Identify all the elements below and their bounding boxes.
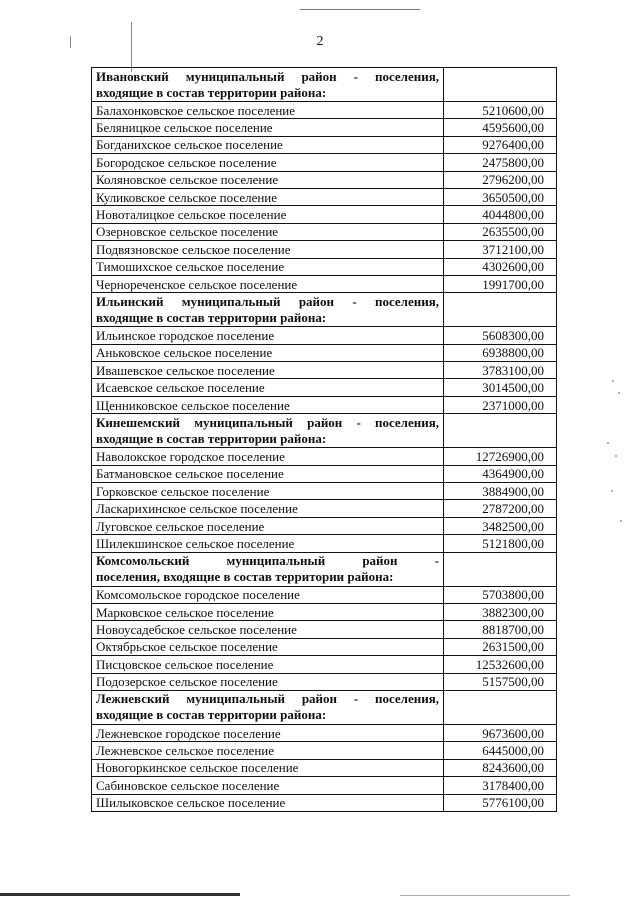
settlement-name: Беляницкое сельское поселение bbox=[92, 119, 444, 136]
settlement-amount: 6445000,00 bbox=[444, 742, 557, 759]
settlement-name: Ласкарихинское сельское поселение bbox=[92, 500, 444, 517]
settlement-name: Щенниковское сельское поселение bbox=[92, 396, 444, 413]
scan-speckle bbox=[618, 392, 620, 394]
table-row bbox=[92, 154, 557, 171]
settlement-name: Подозерское сельское поселение bbox=[92, 673, 444, 690]
section-header bbox=[92, 293, 444, 327]
settlement-name: Октябрьское сельское поселение bbox=[92, 638, 444, 655]
settlement-amount: 5703800,00 bbox=[444, 586, 557, 603]
table-row bbox=[92, 206, 557, 223]
settlement-amount: 3178400,00 bbox=[444, 777, 557, 794]
section-header-line2: входящие в состав территории района: bbox=[96, 430, 327, 446]
settlement-amount: 2787200,00 bbox=[444, 500, 557, 517]
table-row bbox=[92, 327, 557, 344]
page-number: 2 bbox=[316, 34, 324, 49]
table-row bbox=[92, 638, 557, 655]
settlement-name: Писцовское сельское поселение bbox=[92, 656, 444, 673]
settlement-name: Луговское сельское поселение bbox=[92, 517, 444, 534]
section-header-line1: Комсомольский муниципальный район - bbox=[96, 553, 439, 569]
scan-speckle bbox=[620, 520, 622, 522]
settlement-amount: 2631500,00 bbox=[444, 638, 557, 655]
settlement-amount: 3014500,00 bbox=[444, 379, 557, 396]
settlement-amount: 4302600,00 bbox=[444, 258, 557, 275]
settlement-name: Наволокское городское поселение bbox=[92, 448, 444, 465]
settlement-name: Ильинское городское поселение bbox=[92, 327, 444, 344]
settlement-name: Горковское сельское поселение bbox=[92, 483, 444, 500]
settlement-amount: 5121800,00 bbox=[444, 535, 557, 552]
table-row bbox=[92, 500, 557, 517]
settlement-amount: 8243600,00 bbox=[444, 759, 557, 776]
settlement-amount: 2371000,00 bbox=[444, 396, 557, 413]
table-row bbox=[92, 223, 557, 240]
settlement-name: Шилыковское сельское поселение bbox=[92, 794, 444, 811]
section-header-line1: Ивановский муниципальный район - поселения, bbox=[96, 68, 439, 84]
settlement-amount: 9673600,00 bbox=[444, 724, 557, 741]
section-header-row bbox=[92, 414, 557, 448]
table-row bbox=[92, 241, 557, 258]
settlement-name: Новогоркинское сельское поселение bbox=[92, 759, 444, 776]
table-row bbox=[92, 483, 557, 500]
section-header-row bbox=[92, 690, 557, 724]
section-header-row bbox=[92, 552, 557, 586]
section-header-empty-cell bbox=[444, 690, 557, 724]
table-row bbox=[92, 258, 557, 275]
settlement-name: Аньковское сельское поселение bbox=[92, 344, 444, 361]
settlement-amount: 3884900,00 bbox=[444, 483, 557, 500]
settlement-name: Ивашевское сельское поселение bbox=[92, 362, 444, 379]
settlement-name: Комсомольское городское поселение bbox=[92, 586, 444, 603]
table-row bbox=[92, 724, 557, 741]
section-header-empty-cell bbox=[444, 414, 557, 448]
settlement-amount: 3712100,00 bbox=[444, 241, 557, 258]
settlement-amount: 8818700,00 bbox=[444, 621, 557, 638]
settlement-amount: 3650500,00 bbox=[444, 188, 557, 205]
scan-speckle bbox=[611, 490, 613, 492]
settlement-name: Новоталицкое сельское поселение bbox=[92, 206, 444, 223]
section-header-empty-cell bbox=[444, 552, 557, 586]
settlement-amount: 5210600,00 bbox=[444, 102, 557, 119]
scan-speckle bbox=[607, 442, 609, 444]
scan-artifact-line bbox=[400, 895, 570, 896]
section-header-row bbox=[92, 68, 557, 102]
section-header-line2: поселения, входящие в состав территории района: bbox=[96, 569, 394, 585]
settlements-table bbox=[91, 67, 557, 812]
section-header-line1: Кинешемский муниципальный район - поселения, bbox=[96, 414, 439, 430]
table-row bbox=[92, 396, 557, 413]
section-header bbox=[92, 414, 444, 448]
table-row bbox=[92, 621, 557, 638]
section-header-line2: входящие в состав территории района: bbox=[96, 84, 327, 100]
section-header-line1: Ильинский муниципальный район - поселения, bbox=[96, 293, 439, 309]
settlement-amount: 4595600,00 bbox=[444, 119, 557, 136]
table-row bbox=[92, 517, 557, 534]
table-row bbox=[92, 448, 557, 465]
table-row bbox=[92, 102, 557, 119]
section-header-empty-cell bbox=[444, 68, 557, 102]
settlement-name: Богородское сельское поселение bbox=[92, 154, 444, 171]
settlement-amount: 4044800,00 bbox=[444, 206, 557, 223]
section-header bbox=[92, 68, 444, 102]
table-row bbox=[92, 136, 557, 153]
settlement-amount: 3783100,00 bbox=[444, 362, 557, 379]
settlement-name: Марковское сельское поселение bbox=[92, 603, 444, 620]
settlement-name: Коляновское сельское поселение bbox=[92, 171, 444, 188]
settlement-amount: 12726900,00 bbox=[444, 448, 557, 465]
table-row bbox=[92, 742, 557, 759]
settlement-amount: 5608300,00 bbox=[444, 327, 557, 344]
settlement-amount: 3482500,00 bbox=[444, 517, 557, 534]
scan-speckle bbox=[615, 455, 617, 457]
settlement-amount: 4364900,00 bbox=[444, 465, 557, 482]
settlement-amount: 5157500,00 bbox=[444, 673, 557, 690]
settlement-name: Чернореченское сельское поселение bbox=[92, 275, 444, 292]
table-row bbox=[92, 673, 557, 690]
section-header-empty-cell bbox=[444, 293, 557, 327]
settlement-name: Исаевское сельское поселение bbox=[92, 379, 444, 396]
settlement-name: Новоусадебское сельское поселение bbox=[92, 621, 444, 638]
scan-artifact-line bbox=[0, 893, 240, 896]
settlement-name: Батмановское сельское поселение bbox=[92, 465, 444, 482]
section-header-line2: входящие в состав территории района: bbox=[96, 309, 327, 325]
settlement-amount: 12532600,00 bbox=[444, 656, 557, 673]
table-row bbox=[92, 656, 557, 673]
table-row bbox=[92, 465, 557, 482]
settlement-amount: 2635500,00 bbox=[444, 223, 557, 240]
settlement-name: Шилекшинское сельское поселение bbox=[92, 535, 444, 552]
settlement-amount: 5776100,00 bbox=[444, 794, 557, 811]
table-row bbox=[92, 535, 557, 552]
table-row bbox=[92, 794, 557, 811]
table-row bbox=[92, 119, 557, 136]
settlement-amount: 9276400,00 bbox=[444, 136, 557, 153]
table-row bbox=[92, 275, 557, 292]
settlement-name: Подвязновское сельское поселение bbox=[92, 241, 444, 258]
settlement-name: Озерновское сельское поселение bbox=[92, 223, 444, 240]
section-header bbox=[92, 690, 444, 724]
settlement-amount: 6938800,00 bbox=[444, 344, 557, 361]
settlement-amount: 3882300,00 bbox=[444, 603, 557, 620]
section-header-line1: Лежневский муниципальный район - поселения, bbox=[96, 691, 439, 707]
scan-speckle bbox=[612, 380, 614, 382]
settlement-amount: 2796200,00 bbox=[444, 171, 557, 188]
section-header-line2: входящие в состав территории района: bbox=[96, 707, 327, 723]
table-row bbox=[92, 362, 557, 379]
settlement-name: Балахонковское сельское поселение bbox=[92, 102, 444, 119]
table-row bbox=[92, 171, 557, 188]
settlement-name: Богданихское сельское поселение bbox=[92, 136, 444, 153]
table-row bbox=[92, 188, 557, 205]
settlement-name: Куликовское сельское поселение bbox=[92, 188, 444, 205]
table-row bbox=[92, 603, 557, 620]
table-row bbox=[92, 586, 557, 603]
table-row bbox=[92, 379, 557, 396]
section-header bbox=[92, 552, 444, 586]
scan-artifact-line bbox=[300, 9, 420, 10]
settlement-name: Сабиновское сельское поселение bbox=[92, 777, 444, 794]
settlement-name: Лежневское сельское поселение bbox=[92, 742, 444, 759]
settlement-name: Лежневское городское поселение bbox=[92, 724, 444, 741]
table-row bbox=[92, 759, 557, 776]
table-row bbox=[92, 777, 557, 794]
settlement-amount: 1991700,00 bbox=[444, 275, 557, 292]
settlement-name: Тимошихское сельское поселение bbox=[92, 258, 444, 275]
section-header-row bbox=[92, 293, 557, 327]
table-row bbox=[92, 344, 557, 361]
settlement-amount: 2475800,00 bbox=[444, 154, 557, 171]
